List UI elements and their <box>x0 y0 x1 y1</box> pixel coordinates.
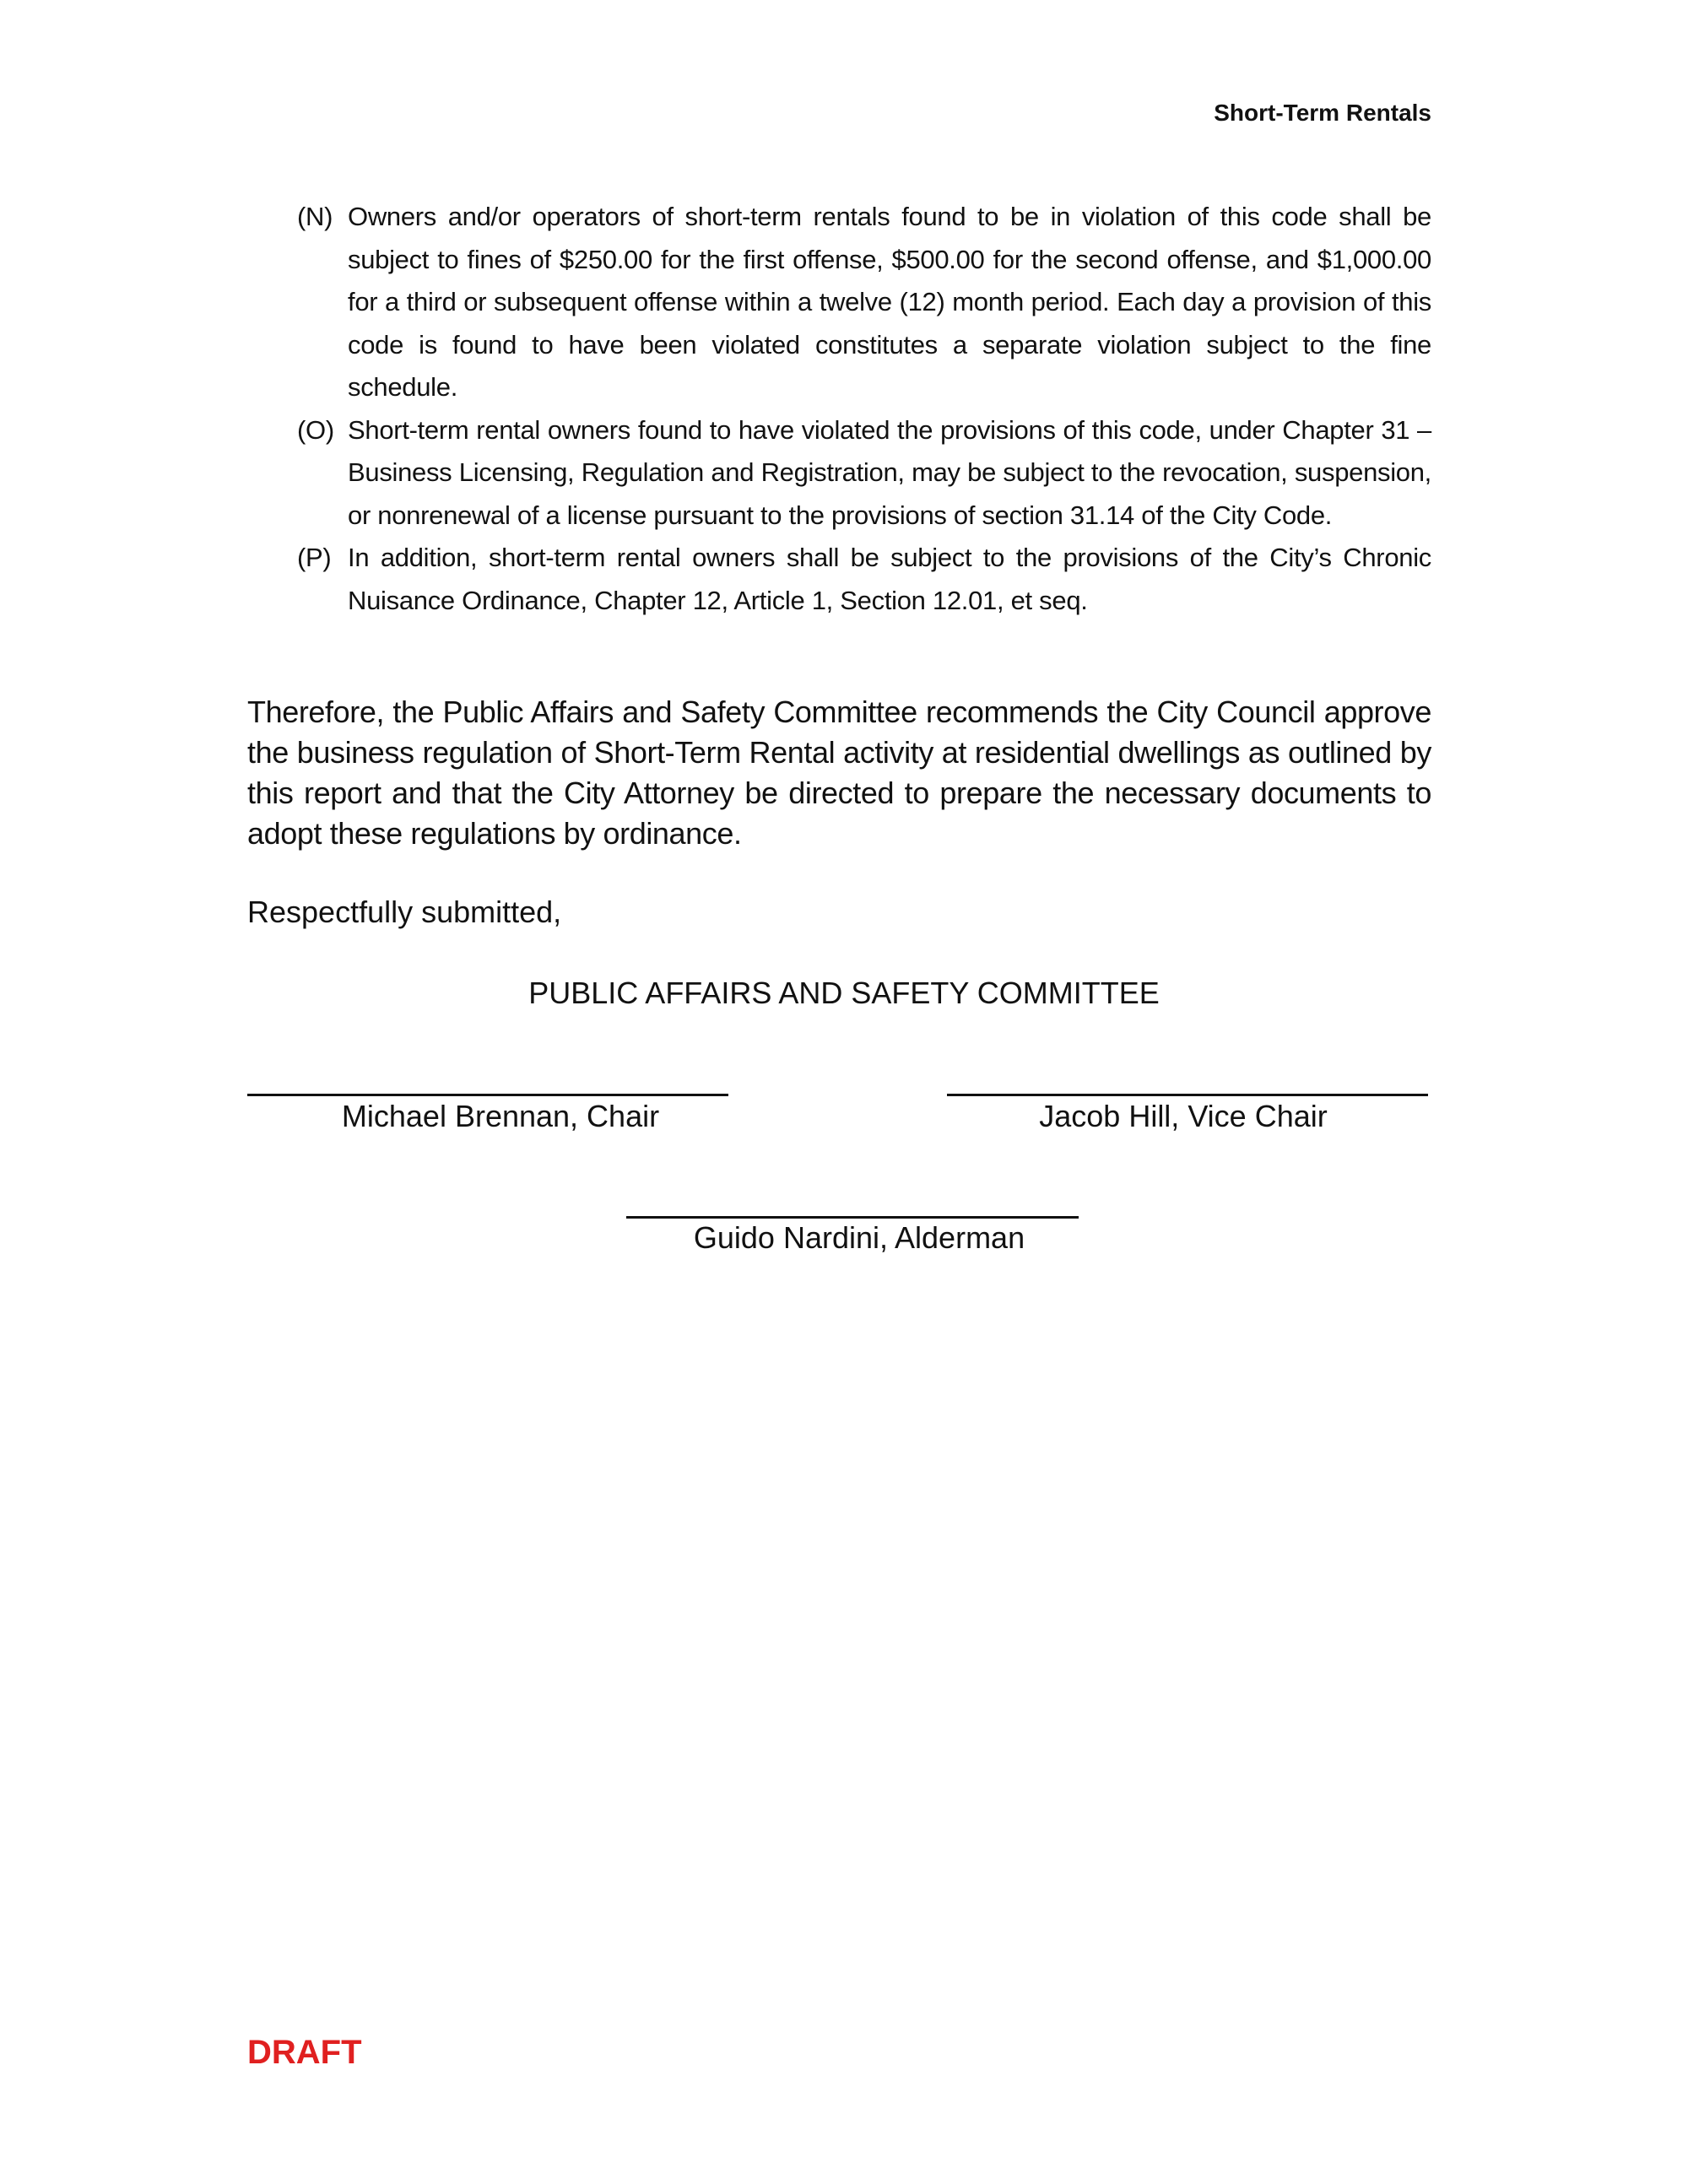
vice-chair-name: Jacob Hill, Vice Chair <box>1039 1099 1328 1133</box>
provision-o <box>297 409 1431 538</box>
alderman-signature-line <box>626 1216 1079 1219</box>
provision-text: Short-term rental owners found to have violated the provisions of this code, under Chapter 31 – Business Licensing, Regulation and Registration, may be subject to the revocation, suspension, or nonrenewal of a license pursuant to the provisions of section 31.14 of the City Code. <box>348 414 1431 530</box>
provisions-list <box>297 196 1431 622</box>
draft-watermark: DRAFT <box>247 2034 362 2071</box>
provision-n <box>297 196 1431 409</box>
provision-p <box>297 537 1431 622</box>
provision-text: Owners and/or operators of short-term rentals found to be in violation of this code shall be subject to fines of $250.00 for the first offense, $500.00 for the second offense, and $1,000.00 for a third or subsequent offense within a twelve (12) month period. Each day a provision of this code is found to have been violated constitutes a separate violation subject to the fine schedule. <box>348 202 1431 402</box>
vice-chair-signature-line <box>947 1094 1428 1096</box>
provision-marker: (N) <box>297 202 333 231</box>
recommendation-paragraph: Therefore, the Public Affairs and Safety Committee recommends the City Council approve the business regulation of Short-Term Rental activity at residential dwellings as outlined by this report and that the City Attorney be directed to prepare the necessary documents to adopt these regulations by ordinance. <box>247 695 1431 851</box>
closing-salutation: Respectfully submitted, <box>247 895 562 929</box>
committee-name: PUBLIC AFFAIRS AND SAFETY COMMITTEE <box>528 976 1160 1010</box>
provision-marker: (O) <box>297 414 334 445</box>
page-header-title: Short-Term Rentals <box>1214 100 1431 126</box>
provision-text: In addition, short-term rental owners shall be subject to the provisions of the City’s Chronic Nuisance Ordinance, Chapter 12, Article 1, Section 12.01, et seq. <box>348 543 1431 615</box>
alderman-name: Guido Nardini, Alderman <box>693 1220 1025 1255</box>
chair-signature-line <box>247 1094 728 1096</box>
provision-marker: (P) <box>297 543 332 572</box>
chair-name: Michael Brennan, Chair <box>341 1099 660 1133</box>
